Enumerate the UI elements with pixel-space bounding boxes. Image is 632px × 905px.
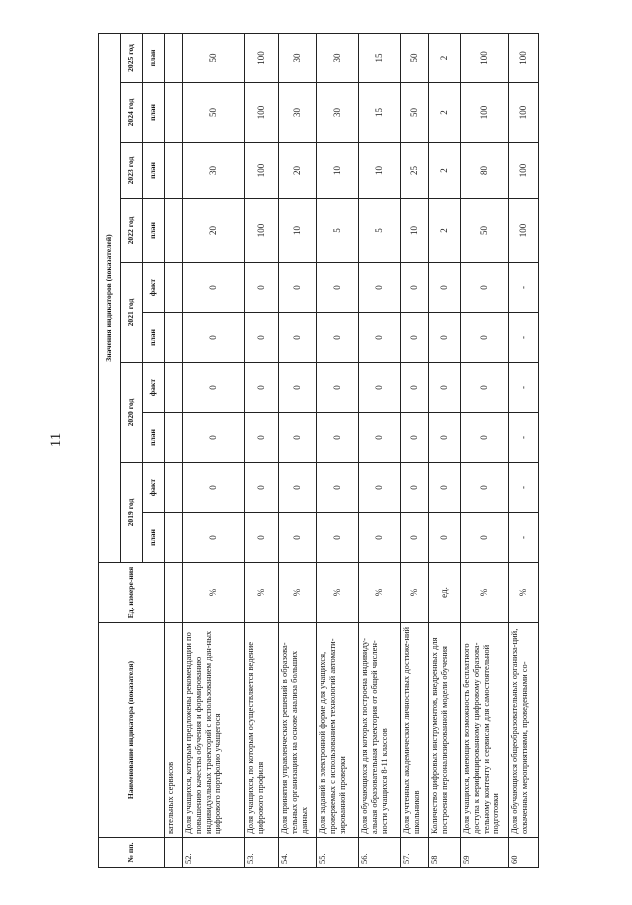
value-cell: 0 [279, 363, 317, 413]
header-fact: факт [143, 263, 165, 313]
unit-cell: % [359, 563, 401, 623]
value-cell: 2 [429, 143, 461, 199]
unit-cell: ед. [429, 563, 461, 623]
value-cell: 0 [401, 413, 429, 463]
value-cell: 0 [461, 263, 509, 313]
indicator-name: Доля учащихся, имеющих возможность бесплатного доступа к верифицированному цифровому образова-тельному контенту и сервисам для самостоятельной подготовки [461, 623, 509, 838]
value-cell: 100 [245, 143, 279, 199]
header-year: 2025 год [121, 34, 143, 83]
value-cell: 0 [429, 513, 461, 563]
value-cell: 0 [279, 413, 317, 463]
value-cell: 100 [509, 83, 539, 143]
value-cell: 80 [461, 143, 509, 199]
value-cell: 0 [401, 313, 429, 363]
value-cell: 0 [183, 513, 245, 563]
indicator-name: Доля учащихся, по которым осуществляется ведение цифрового профиля [245, 623, 279, 838]
value-cell: 100 [509, 34, 539, 83]
unit-cell: % [279, 563, 317, 623]
value-cell: 0 [245, 463, 279, 513]
value-cell: 100 [461, 83, 509, 143]
value-cell: 10 [317, 143, 359, 199]
value-cell: - [509, 363, 539, 413]
header-plan: план [143, 83, 165, 143]
value-cell: 50 [401, 83, 429, 143]
header-name: Наименование индикатора (показателя) [99, 623, 165, 838]
value-cell: - [509, 463, 539, 513]
value-cell: 100 [509, 143, 539, 199]
value-cell: 10 [279, 199, 317, 263]
value-cell: - [509, 313, 539, 363]
value-cell: - [509, 263, 539, 313]
value-cell: - [509, 513, 539, 563]
value-cell: 0 [401, 263, 429, 313]
value-cell: 0 [317, 263, 359, 313]
value-cell: 100 [245, 199, 279, 263]
table-row [401, 34, 429, 868]
table-body [183, 34, 539, 868]
value-cell: 0 [317, 513, 359, 563]
value-cell: 100 [245, 34, 279, 83]
carry-over-no [165, 838, 183, 868]
value-cell: 20 [183, 199, 245, 263]
value-cell: 0 [183, 363, 245, 413]
value-cell: 15 [359, 34, 401, 83]
value-cell: 0 [429, 363, 461, 413]
value-cell: 0 [359, 413, 401, 463]
value-cell: 30 [279, 34, 317, 83]
value-cell: 0 [245, 263, 279, 313]
value-cell: 100 [509, 199, 539, 263]
value-cell: 5 [317, 199, 359, 263]
value-cell: 0 [429, 463, 461, 513]
value-cell: 2 [429, 34, 461, 83]
header-no: № пп. [99, 838, 165, 868]
value-cell: 0 [429, 313, 461, 363]
header-plan: план [143, 513, 165, 563]
value-cell: 30 [317, 83, 359, 143]
value-cell: 0 [279, 263, 317, 313]
value-cell: 10 [359, 143, 401, 199]
value-cell: 0 [401, 363, 429, 413]
table-row [359, 34, 401, 868]
row-number: 60 [509, 838, 539, 868]
value-cell: 0 [183, 313, 245, 363]
table-row [509, 34, 539, 868]
value-cell: 2 [429, 199, 461, 263]
table-row [183, 34, 245, 868]
header-year: 2023 год [121, 143, 143, 199]
value-cell: 0 [317, 463, 359, 513]
indicator-table [98, 33, 539, 868]
row-number: 55. [317, 838, 359, 868]
value-cell: 25 [401, 143, 429, 199]
header-plan: план [143, 413, 165, 463]
unit-cell: % [509, 563, 539, 623]
table-row [317, 34, 359, 868]
carry-over-text: вательных сервисов [165, 623, 183, 838]
value-cell: 0 [183, 463, 245, 513]
value-cell: 0 [279, 513, 317, 563]
indicator-table-rotated [98, 33, 528, 868]
value-cell: 30 [279, 83, 317, 143]
value-cell: 50 [401, 34, 429, 83]
header-year: 2021 год [121, 263, 143, 363]
header-year: 2019 год [121, 463, 143, 563]
value-cell: 30 [317, 34, 359, 83]
value-cell: 50 [461, 199, 509, 263]
value-cell: 10 [401, 199, 429, 263]
table-row [279, 34, 317, 868]
header-year: 2024 год [121, 83, 143, 143]
row-number: 54. [279, 838, 317, 868]
value-cell: 30 [183, 143, 245, 199]
value-cell: 0 [317, 413, 359, 463]
value-cell: 0 [245, 513, 279, 563]
header-plan: план [143, 34, 165, 83]
value-cell: 15 [359, 83, 401, 143]
value-cell: 0 [359, 513, 401, 563]
value-cell: 0 [183, 413, 245, 463]
header-year: 2020 год [121, 363, 143, 463]
table-row [429, 34, 461, 868]
header-values: Значения индикаторов (показателей) [99, 34, 121, 563]
header-unit: Ед. измере-ния [99, 563, 165, 623]
value-cell: 0 [401, 513, 429, 563]
indicator-name: Доля обучающихся для которых построена индивиду-альная образовательная траектория от общей числен-ности учащихся 8-11 классов [359, 623, 401, 838]
indicator-name: Доля учащихся, которым предложены рекомендации по повышению качества обучения и формированию индивидуальных траекторий с использованием дан-ных цифрового портфолио учащегося [183, 623, 245, 838]
row-number: 57. [401, 838, 429, 868]
table-row [461, 34, 509, 868]
unit-cell: % [245, 563, 279, 623]
value-cell: 0 [317, 363, 359, 413]
value-cell: 50 [183, 34, 245, 83]
table-row [245, 34, 279, 868]
header-fact: факт [143, 363, 165, 413]
value-cell: 0 [245, 313, 279, 363]
unit-cell: % [461, 563, 509, 623]
unit-cell: % [401, 563, 429, 623]
header-plan: план [143, 199, 165, 263]
unit-cell: % [183, 563, 245, 623]
header-year: 2022 год [121, 199, 143, 263]
value-cell: 100 [461, 34, 509, 83]
value-cell: 0 [279, 463, 317, 513]
value-cell: - [509, 413, 539, 463]
value-cell: 0 [279, 313, 317, 363]
value-cell: 0 [245, 413, 279, 463]
indicator-name: Доля заданий в электронной форме для учащихся, проверяемых с использованием технологий автомати-зированной проверки [317, 623, 359, 838]
indicator-name: Доля учтенных академических личностных достиже-ний школьников [401, 623, 429, 838]
row-number: 56. [359, 838, 401, 868]
value-cell: 0 [401, 463, 429, 513]
header-plan: план [143, 143, 165, 199]
value-cell: 0 [461, 513, 509, 563]
value-cell: 5 [359, 199, 401, 263]
value-cell: 20 [279, 143, 317, 199]
value-cell: 0 [359, 313, 401, 363]
value-cell: 0 [359, 363, 401, 413]
page-number: 11 [48, 432, 64, 448]
header-fact: факт [143, 463, 165, 513]
value-cell: 2 [429, 83, 461, 143]
value-cell: 0 [461, 413, 509, 463]
value-cell: 0 [317, 313, 359, 363]
value-cell: 0 [183, 263, 245, 313]
row-number: 53. [245, 838, 279, 868]
row-number: 58 [429, 838, 461, 868]
value-cell: 0 [461, 313, 509, 363]
value-cell: 0 [429, 413, 461, 463]
value-cell: 0 [245, 363, 279, 413]
row-number: 52. [183, 838, 245, 868]
value-cell: 0 [359, 463, 401, 513]
unit-cell: % [317, 563, 359, 623]
indicator-name: Доля обучающихся общеобразовательных организа-ций, охваченных мероприятиями, проведенными со- [509, 623, 539, 838]
indicator-name: Доля принятия управленческих решений в образова-тельных организациях на основе анализа больших данных [279, 623, 317, 838]
value-cell: 100 [245, 83, 279, 143]
value-cell: 0 [359, 263, 401, 313]
row-number: 59 [461, 838, 509, 868]
header-plan: план [143, 313, 165, 363]
value-cell: 0 [429, 263, 461, 313]
value-cell: 50 [183, 83, 245, 143]
value-cell: 0 [461, 463, 509, 513]
indicator-name: Количество цифровых инструментов, внедренных для построения персонализированной модели обучения [429, 623, 461, 838]
value-cell: 0 [461, 363, 509, 413]
